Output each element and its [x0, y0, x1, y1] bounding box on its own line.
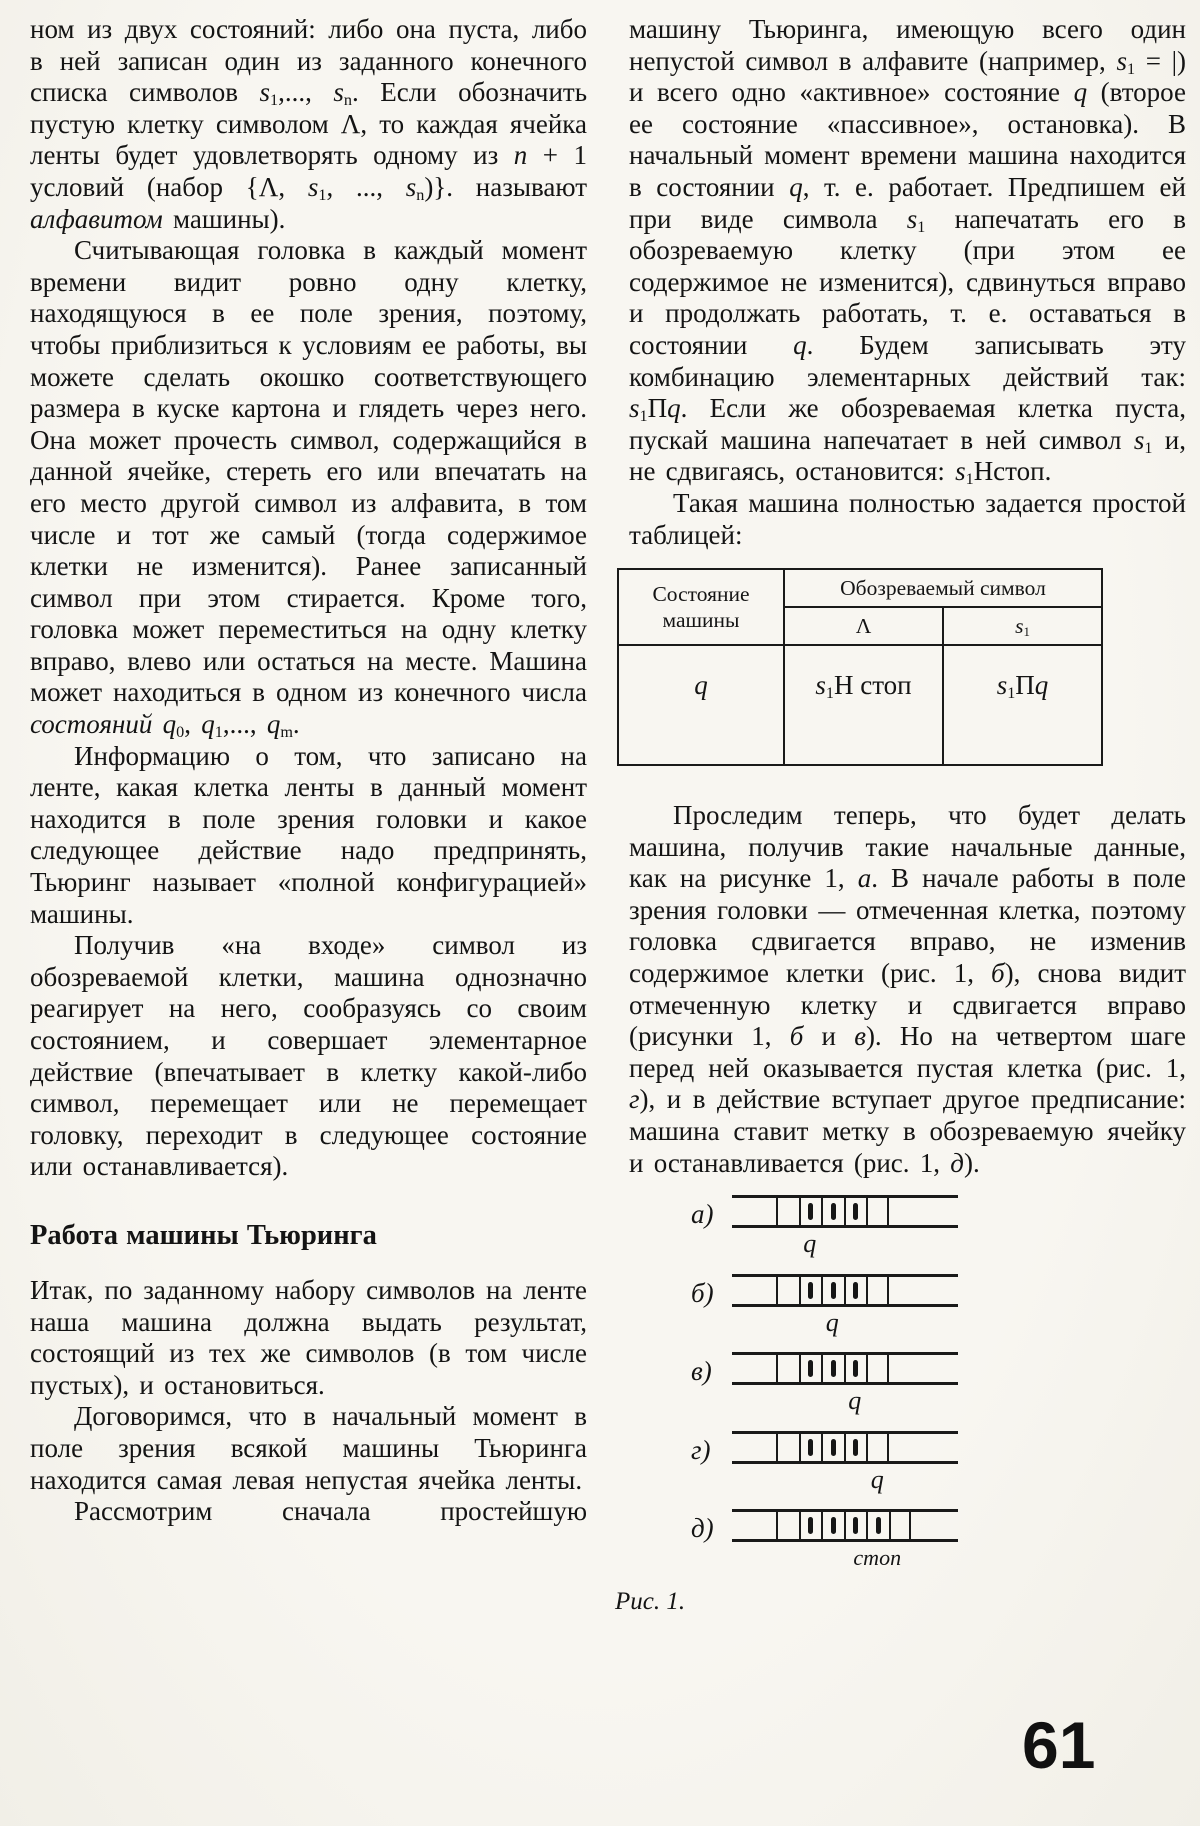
paragraph: Проследим теперь, что будет делать машина, получив такие начальные данные, как на рисунке 1, а. В начале работы в поле зрения головки — отмеченная клетка, поэтому головка сдвигается вправо, не изменив содержимое клетки (рис. 1, б), снова видит отмеченную клетку и сдвигается вправо (рисунки 1, б и в). Но на четвертом шаге перед ней оказывается пустая клетка (рис. 1, г), и в действие вступает другое предписание: машина ставит метку в обозреваемую ячейку и останавливается (рис. 1, д).: [629, 800, 1186, 1178]
tape-row-label: б): [691, 1277, 714, 1308]
table-cell-state-q: q: [618, 645, 784, 765]
section-heading: Работа машины Тьюринга: [30, 1219, 377, 1251]
tape: [732, 1274, 958, 1337]
tape-row: [629, 1266, 1186, 1345]
tape-cell: [799, 1512, 822, 1539]
tape-cell: [799, 1355, 822, 1382]
right-paragraphs-mid: [629, 800, 1186, 1179]
tape-cell: [776, 1355, 799, 1382]
figure-1-turing-tapes: [629, 1187, 1186, 1580]
paragraph: Итак, по заданному набору символов на ленте наша машина должна выдать результат, состоящий из тех же символов (в том числе пустых), и остановиться.: [30, 1274, 587, 1400]
tape-row: [629, 1344, 1186, 1423]
tape-cell: [799, 1434, 822, 1461]
table-header-observed-symbol: Обозреваемый символ: [784, 569, 1102, 607]
table-cell-action-on-empty: $s_1Н$ стоп: [784, 645, 943, 765]
table-header-machine-state: Состояние машины: [618, 569, 784, 645]
paragraph: машину Тьюринга, имеющую всего один непустой символ в алфавите (например, $s_1$ = |) и всего одно «активное» состояние q (второе ее состояние «пассивное», остановка). В начальный момент времени машина находится в состоянии q, т. е. работает. Предпишем ей при виде символа $s_1$ напечатать его в обозреваемую клетку (при этом ее содержимое не изменится), сдвинуться вправо и продолжать работать, т. е. оставаться в состоянии q. Будем записывать эту комбинацию элементарных действий так: $s_1Пq$. Если же обозреваемая клетка пуста, пускай машина напечатает в ней символ $s_1$ и, не сдвигаясь, остановится: $s_1Нстоп$.: [629, 14, 1187, 489]
tape-mark: [876, 1517, 881, 1534]
tape-cell: [799, 1277, 822, 1304]
tape-cell: [821, 1512, 844, 1539]
table-subheader-lambda: Λ: [784, 607, 943, 645]
left-paragraphs-top: [30, 14, 587, 1183]
paragraph: Договоримся, что в начальный момент в поле зрения всякой машины Тьюринга находится самая левая непустая ячейка ленты.: [30, 1401, 587, 1495]
tape-mark: [853, 1282, 858, 1299]
tape-mark: [853, 1517, 858, 1534]
tape-mark: [808, 1282, 813, 1299]
head-state-label: q: [825, 1307, 839, 1337]
right-column: [615, 14, 1187, 1617]
tape-cell: [844, 1198, 867, 1225]
paragraph: Считывающая головка в каждый момент времени видит ровно одну клетку, находящуюся в ее поле зрения, поэтому, чтобы приблизиться к условиям ее работы, вы можете сделать окошко соответствующего размера в куске картона и глядеть через него. Она может прочесть символ, содержащийся в данной ячейке, стереть его или впечатать на его место другой символ из алфавита, в том числе и тот же самый (тогда содержимое клетки не изменится). Ранее записанный символ при этом стирается. Кроме того, головка может переместиться на одну клетку вправо, влево или остаться на месте. Машина может находиться в одном из конечного числа состояний $q_0$, $q_1$,..., $q_m$.: [30, 235, 587, 742]
tape-cell: [866, 1355, 889, 1382]
tape-cell: [776, 1434, 799, 1461]
tape-mark: [853, 1360, 858, 1377]
tape-cells: [776, 1198, 889, 1225]
tape-mark: [853, 1203, 858, 1220]
figure-caption: Рис. 1.: [615, 1587, 686, 1615]
tape-cell: [821, 1277, 844, 1304]
left-column: [30, 14, 587, 1528]
tape-row: [629, 1423, 1186, 1502]
tape-mark: [831, 1517, 836, 1534]
paragraph: ном из двух состояний: либо она пуста, либо в ней записан один из заданного конечного списка символов $s_1$,..., $s_n$. Если обозначить пустую клетку символом Λ, то каждая ячейка ленты будет удовлетворять одному из n + 1 условий (набор {Λ, $s_1$, ..., $s_n$)}. называют алфавитом машины).: [30, 14, 588, 234]
tape-cell: [844, 1434, 867, 1461]
tape-mark: [831, 1203, 836, 1220]
left-paragraphs-bottom: [30, 1275, 587, 1528]
tape-cell: [821, 1198, 844, 1225]
tape-cells: [776, 1277, 889, 1304]
tape-row: [629, 1187, 1186, 1266]
table-subheader-s1: $s_1$: [943, 607, 1102, 645]
page-number: 61: [1022, 1708, 1096, 1782]
tape-mark: [831, 1360, 836, 1377]
paragraph: Рассмотрим сначала простейшую: [74, 1496, 587, 1527]
tape-mark: [853, 1439, 858, 1456]
tape-cell: [821, 1355, 844, 1382]
right-paragraphs-top: [629, 14, 1186, 551]
tape-cell: [776, 1198, 799, 1225]
tape-row: [629, 1501, 1186, 1580]
tape-cell: [799, 1198, 822, 1225]
paragraph: Такая машина полностью задается простой таблицей:: [629, 487, 1186, 550]
tape-cell: [866, 1198, 889, 1225]
tape: [732, 1509, 958, 1571]
table-cell-action-on-s1: $s_1Пq$: [943, 645, 1102, 765]
tape-row-label: г): [691, 1434, 711, 1465]
tape-row-label: в): [691, 1356, 712, 1387]
tape-mark: [808, 1439, 813, 1456]
tape-cell: [844, 1355, 867, 1382]
tape-mark: [831, 1439, 836, 1456]
tape: [732, 1431, 958, 1494]
machine-program-table: [617, 568, 1103, 766]
head-state-label: q: [848, 1386, 862, 1416]
paragraph: Получив «на входе» символ из обозреваемой клетки, машина однозначно реагирует на него, сообразуясь со своим состоянием, и совершает элементарное действие (впечатывает в клетку какой-либо символ, перемещает или не перемещает головку, переходит в следующее состояние или останавливается).: [30, 930, 587, 1182]
tape-mark: [808, 1360, 813, 1377]
tape-cell: [866, 1512, 889, 1539]
tape-cell: [844, 1512, 867, 1539]
tape: [732, 1195, 958, 1259]
tape-cells: [776, 1355, 889, 1382]
tape-cell: [776, 1512, 799, 1539]
tape-cell: [866, 1434, 889, 1461]
tape-mark: [808, 1203, 813, 1220]
tape-mark: [831, 1282, 836, 1299]
tape-cell: [866, 1277, 889, 1304]
tape-cells: [776, 1434, 889, 1461]
tape-cell: [844, 1277, 867, 1304]
tape-mark: [808, 1517, 813, 1534]
tape-row-label: д): [691, 1513, 714, 1544]
tape: [732, 1352, 958, 1416]
head-state-label: стоп: [853, 1545, 902, 1571]
head-state-label: q: [870, 1464, 884, 1494]
tape-cell: [821, 1434, 844, 1461]
paragraph: Информацию о том, что записано на ленте, какая клетка ленты в данный момент находится в поле зрения головки и какое следующее действие надо предпринять, Тьюринг называет «полной конфигурацией» машины.: [30, 740, 587, 929]
tape-cells: [776, 1512, 911, 1539]
tape-row-label: а): [691, 1199, 714, 1230]
tape-cell: [889, 1512, 912, 1539]
tape-cell: [776, 1277, 799, 1304]
head-state-label: q: [803, 1229, 817, 1259]
